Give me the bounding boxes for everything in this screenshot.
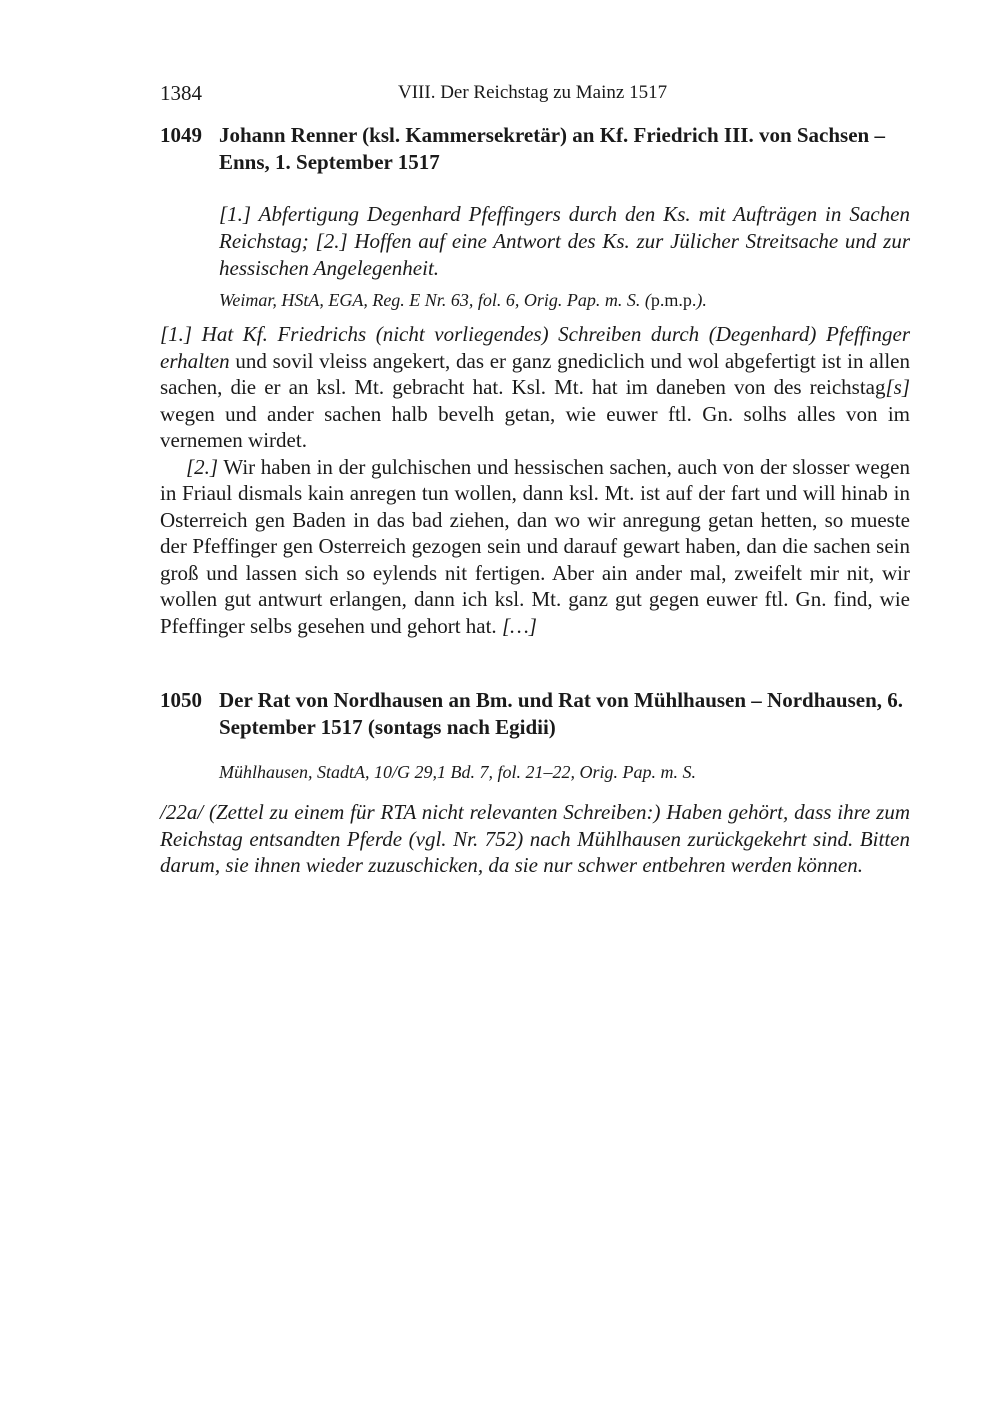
doc-1049-heading <box>160 122 910 176</box>
page-number: 1384 <box>160 81 202 105</box>
doc-1049-p2-marker: [2.] <box>186 454 219 479</box>
doc-1049-regest: [1.] Abfertigung Degenhard Pfeffingers durch den Ks. mit Aufträgen in Sachen Reichstag; [2.] Hoffen auf eine Antwort des Ks. zur Jülicher Streitsache und zur hessischen Angelegenheit. <box>219 202 910 280</box>
document-page <box>160 78 910 879</box>
doc-1049-paragraph-2 <box>160 454 910 640</box>
doc-1049-source-text: Weimar, HStA, EGA, Reg. E Nr. 63, fol. 6, Orig. Pap. m. S. ( <box>219 290 651 310</box>
doc-1049-title: Johann Renner (ksl. Kammersekretär) an Kf. Friedrich III. von Sachsen – Enns, 1. September 1517 <box>219 123 885 174</box>
doc-1049-p2-text: Wir haben in der gulchischen und hessischen sachen, auch von der slosser wegen in Friaul dismals kain anregen tun wollen, dann ksl. Mt. ist auf der fart und will hinab in Osterreich gen Baden in das bad ziehen, dan wo wir anregung getan hetten, so mueste der Pfeffinger gen Osterreich gezogen sein und darauf gewart haben, dan die sachen sein groß und lassen sich so eylends nit fertigen. Aber ain ander mal, zweifelt mir nit, wir wollen gut antwurt erlangen, dann ich ksl. Mt. ganz gut gegen euwer ftl. Gn. find, wie Pfeffinger selbs gesehen und gehort hat. <box>160 454 910 638</box>
section-title: VIII. Der Reichstag zu Mainz 1517 <box>398 82 668 103</box>
doc-1049-source <box>219 287 910 313</box>
doc-1049-p1-text-b: wegen und ander sachen halb bevelh getan, wie euwer ftl. Gn. solhs alles von im vernemen wirdet. <box>160 401 910 452</box>
doc-1050-source: Mühlhausen, StadtA, 10/G 29,1 Bd. 7, fol. 21–22, Orig. Pap. m. S. <box>219 762 696 782</box>
doc-1049-source-close: ). <box>696 290 707 310</box>
doc-1049-number: 1049 <box>160 123 202 147</box>
doc-1050-body: /22a/ (Zettel zu einem für RTA nicht relevanten Schreiben:) Haben gehört, dass ihre zum Reichstag entsandten Pferde (vgl. Nr. 752) nach Mühlhausen zurückgekehrt sind. Bitten darum, sie ihnen wieder zuzuschicken, da sie nur schwer entbehren werden können. <box>160 800 910 877</box>
doc-1049-p1-marker: [1.] Hat Kf. Friedrichs (nicht vorliegendes) Schreiben durch (Degenhard) Pfeffinger erhalten <box>160 322 910 373</box>
running-header <box>160 78 910 108</box>
doc-1049-p1-text-a: und sovil vleiss angekert, das er ganz gnediclich und wol abgefertigt ist in allen sachen, die er an ksl. Mt. gebracht hat. Ksl. Mt. hat im daneben von des reichstag <box>160 348 910 399</box>
doc-1049-source-abbrev: p.m.p. <box>650 290 697 310</box>
doc-1050-number: 1050 <box>160 688 202 712</box>
doc-1049-p2-ellipsis: […] <box>496 613 537 638</box>
doc-1049-paragraph-1 <box>160 321 910 454</box>
doc-1050-heading <box>160 687 910 741</box>
doc-1049-p1-mark: [s] <box>885 375 910 399</box>
doc-1050-title: Der Rat von Nordhausen an Bm. und Rat von Mühlhausen – Nordhausen, 6. September 1517 (sontags nach Egidii) <box>219 688 904 739</box>
